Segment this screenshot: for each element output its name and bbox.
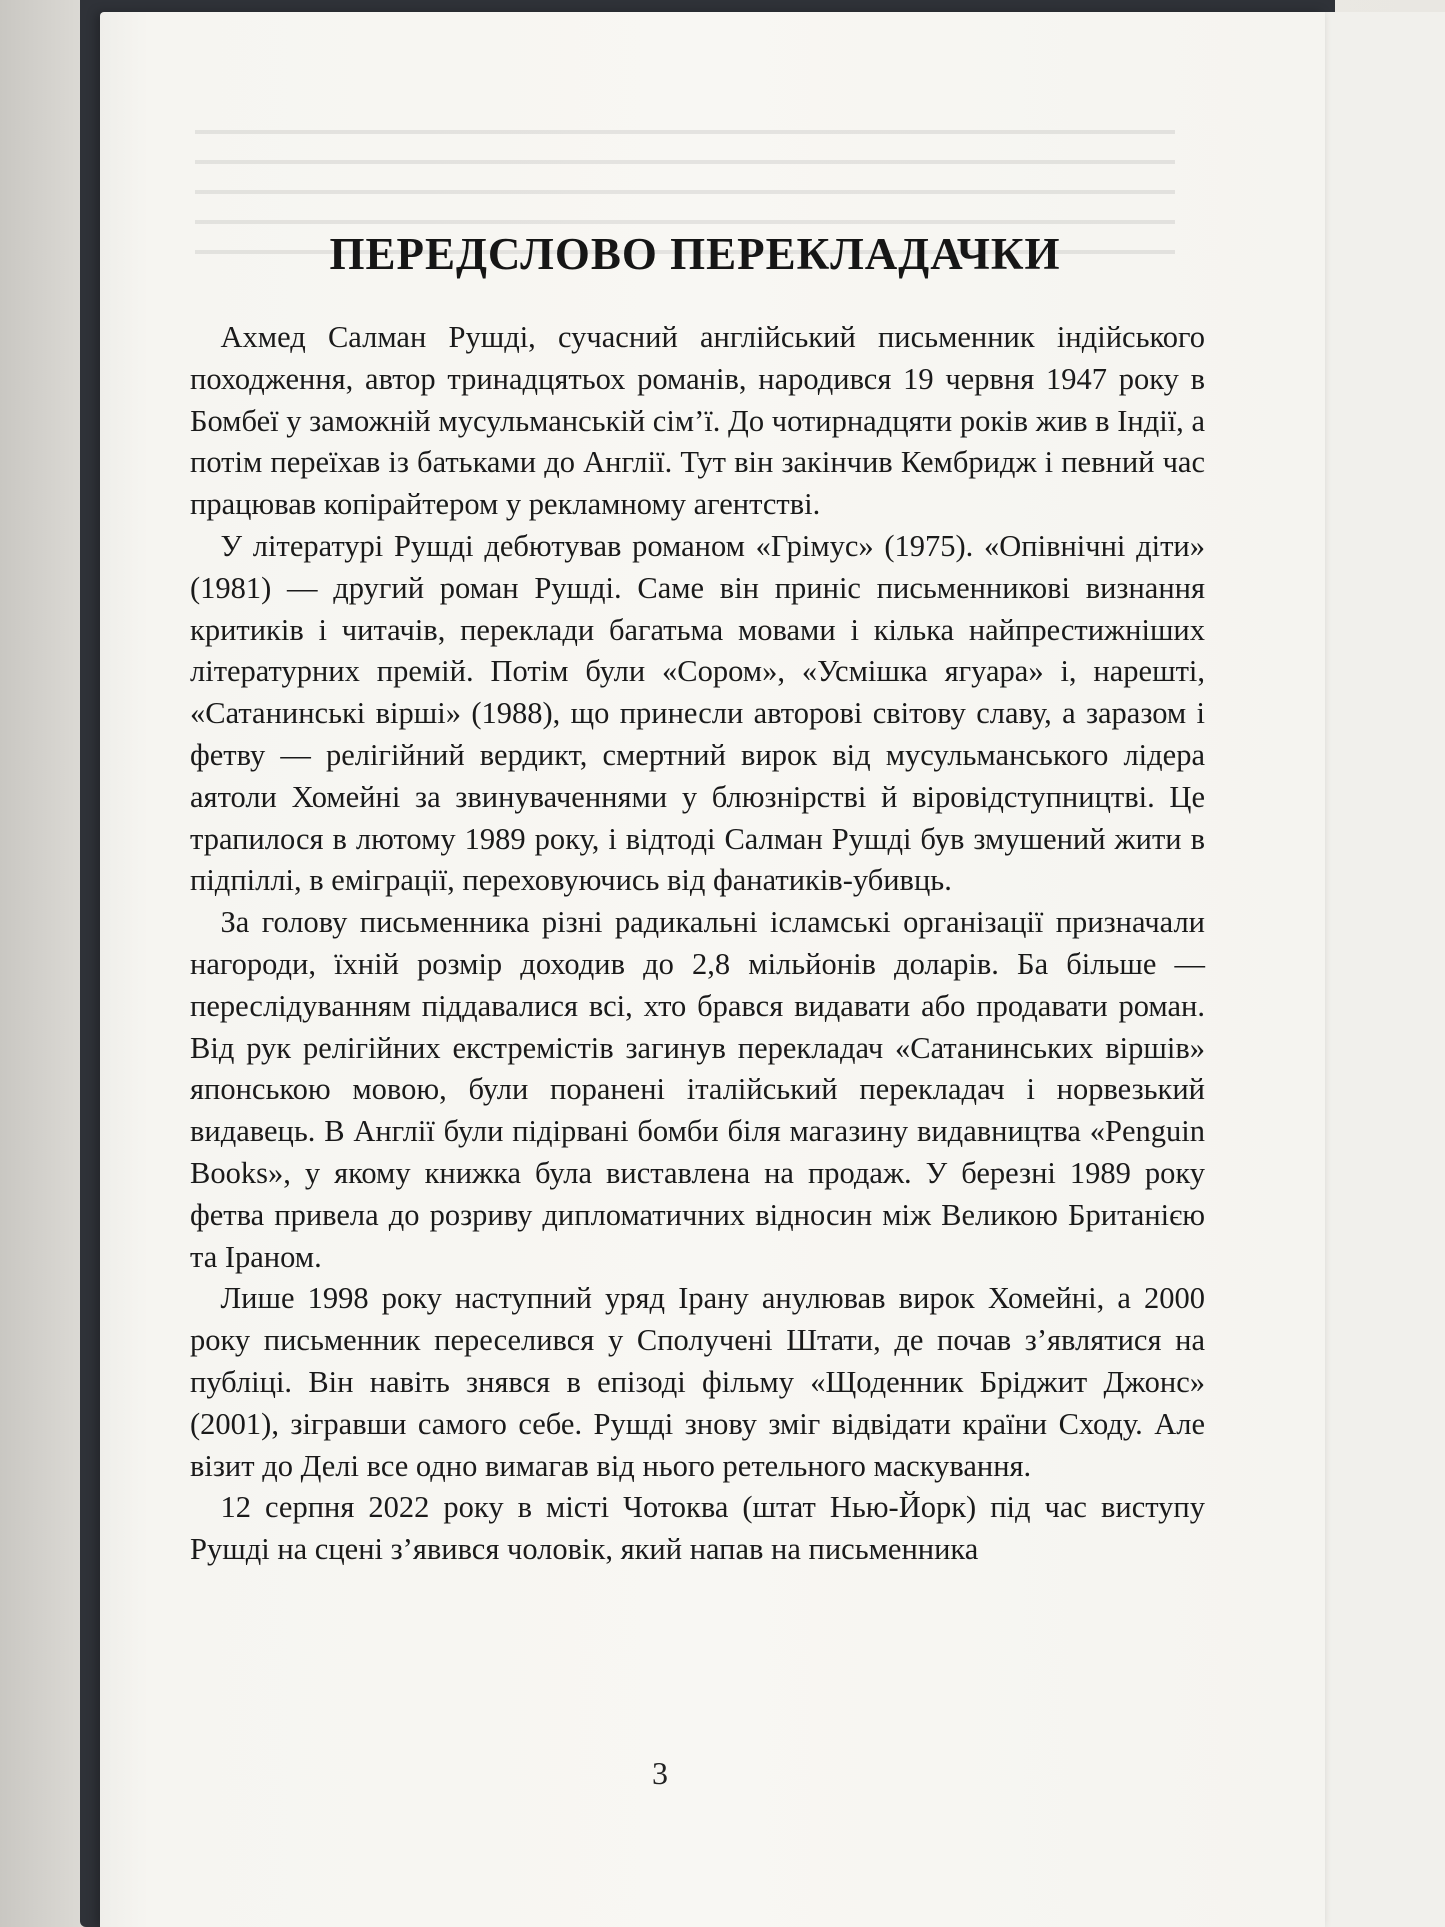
page-title: ПЕРЕДСЛОВО ПЕРЕКЛАДАЧКИ: [329, 229, 1061, 279]
page-number: 3: [652, 1755, 668, 1791]
paragraph-4: Лише 1998 року наступний уряд Ірану анулював вирок Хомейні, а 2000 року письменник переселився у Сполучені Штати, де почав з’являтися на публіці. Він навіть знявся в епізоді фільму «Щоденник Бріджит Джонс» (2001), зігравши самого себе. Рушді знову зміг відвідати країни Сходу. Але візит до Делі все одно вимагав від нього ретельного маскування.: [190, 1281, 1205, 1483]
paragraph-1: Ахмед Салман Рушді, сучасний англійський письменник індійського походження, автор тринадцятьох романів, народився 19 червня 1947 року в Бомбеї у заможній мусульманській сім’ї. До чотирнадцяти років жив в Індії, а потім переїхав із батьками до Англії. Тут він закінчив Кембридж і певний час працював копірайтером у рекламному агентстві.: [190, 320, 1205, 522]
paragraph-3: За голову письменника різні радикальні ісламські організації призначали нагороди, їхній розмір доходив до 2,8 мільйонів доларів. Ба більше — переслідуванням піддавалися всі, хто брався видавати або продавати роман. Від рук релігійних екстремістів загинув перекладач «Сатанинських віршів» японською мовою, були поранені італійський перекладач і норвезький видавець. В Англії були підірвані бомби біля магазину видавництва «Penguin Books», у якому книжка була виставлена на продаж. У березні 1989 року фетва привела до розриву дипломатичних відносин між Великою Британією та Іраном.: [190, 905, 1205, 1274]
paragraph-2: У літературі Рушді дебютував романом «Грімус» (1975). «Опівнічні діти» (1981) — другий роман Рушді. Саме він приніс письменникові визнання критиків і читачів, переклади багатьма мовами і кілька найпрестижніших літературних премій. Потім були «Сором», «Усмішка ягуара» і, нарешті, «Сатанинські вірші» (1988), що принесли авторові світову славу, а заразом і фетву — релігійний вердикт, смертний вирок від мусульманського лідера аятоли Хомейні за звинуваченнями у блюзнірстві й віровідступництві. Це трапилося в лютому 1989 року, і відтоді Салман Рушді був змушений жити в підпіллі, в еміграції, переховуючись від фанатиків-убивць.: [190, 528, 1205, 898]
page-body: [190, 317, 1205, 1571]
paragraph-5: 12 серпня 2022 року в місті Чотоква (штат Нью-Йорк) під час виступу Рушді на сцені з’явився чоловік, який напав на письменника: [190, 1490, 1205, 1567]
next-page-edge: [1325, 12, 1445, 1927]
